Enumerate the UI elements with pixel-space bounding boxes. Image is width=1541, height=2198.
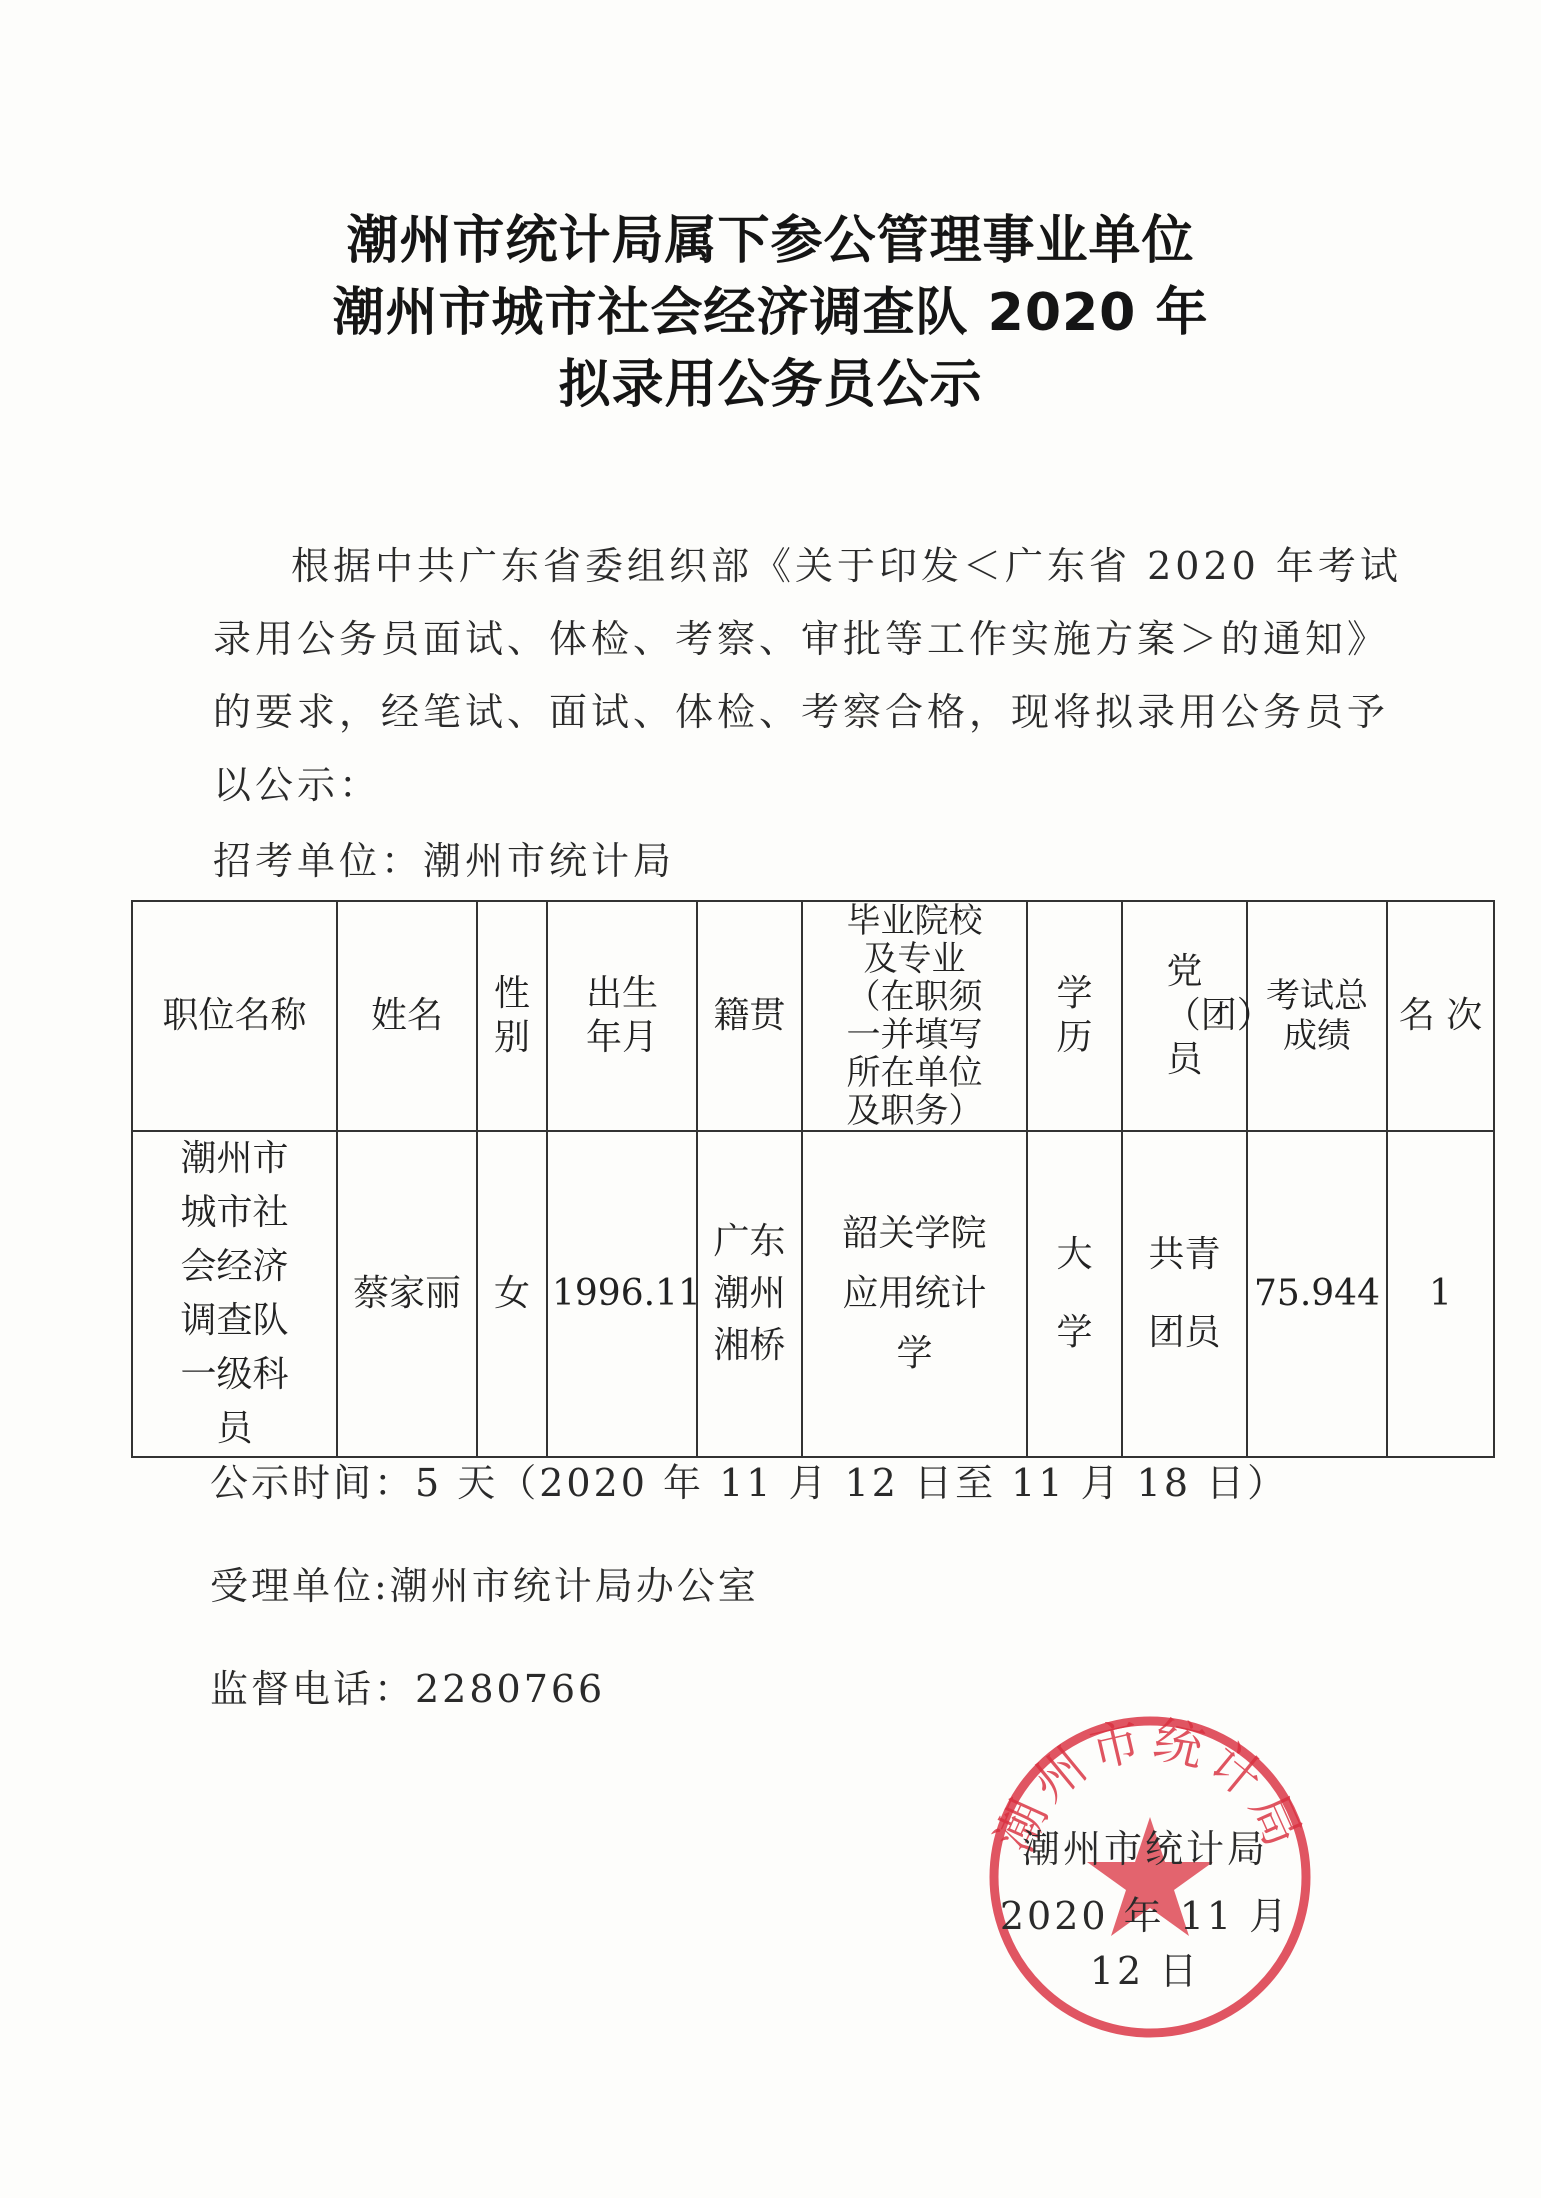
header-birth: 出生年月 (547, 901, 697, 1131)
cell-origin: 广东潮州湘桥 (697, 1131, 802, 1457)
supervision-phone: 监督电话：2280766 (210, 1667, 606, 1711)
title-line-1: 潮州市统计局属下参公管理事业单位 (346, 211, 1195, 271)
header-name: 姓名 (337, 901, 477, 1131)
signature-date: 2020 年 11 月 12 日 (999, 1894, 1291, 1993)
seal-text: 潮州市统计局 (985, 1712, 1315, 1861)
publicity-period: 公示时间：5 天（2020 年 11 月 12 日至 11 月 18 日） (210, 1461, 1289, 1505)
header-education: 学历 (1027, 901, 1122, 1131)
header-score: 考试总成绩 (1247, 901, 1387, 1131)
cell-birth: 1996.11 (547, 1131, 697, 1457)
header-gender: 性别 (477, 901, 547, 1131)
cell-party: 共青团员 (1122, 1131, 1247, 1457)
header-origin: 籍贯 (697, 901, 802, 1131)
intro-text: 根据中共广东省委组织部《关于印发＜广东省 2020 年考试录用公务员面试、体检、考察、审批等工作实施方案＞的通知》的要求，经笔试、面试、体检、考察合格，现将拟录用公务员予以公示： (213, 544, 1402, 807)
cell-score: 75.944 (1247, 1131, 1387, 1457)
intro-paragraph (213, 530, 1403, 822)
handling-office: 受理单位:潮州市统计局办公室 (210, 1564, 759, 1608)
signature-org: 潮州市统计局 (1021, 1827, 1268, 1871)
cell-school: 韶关学院应用统计学 (802, 1131, 1027, 1457)
recruit-unit: 招考单位：潮州市统计局 (213, 839, 676, 883)
candidate-table (131, 900, 1495, 1458)
cell-gender: 女 (477, 1131, 547, 1457)
cell-education: 大学 (1027, 1131, 1122, 1457)
cell-rank: 1 (1387, 1131, 1494, 1457)
table-row (132, 1131, 1494, 1457)
title-line-2: 潮州市城市社会经济调查队 2020 年 (332, 283, 1209, 343)
cell-name: 蔡家丽 (337, 1131, 477, 1457)
header-school: 毕业院校及专业（在职须一并填写所在单位及职务） (802, 901, 1027, 1131)
header-party: 党（团）员 (1122, 901, 1247, 1131)
title-line-3: 拟录用公务员公示 (558, 355, 983, 415)
table-header-row (132, 901, 1494, 1131)
document-title (0, 205, 1541, 421)
header-position: 职位名称 (132, 901, 337, 1131)
cell-position: 潮州市城市社会经济调查队一级科员 (132, 1131, 337, 1457)
header-rank: 名 次 (1387, 901, 1494, 1131)
